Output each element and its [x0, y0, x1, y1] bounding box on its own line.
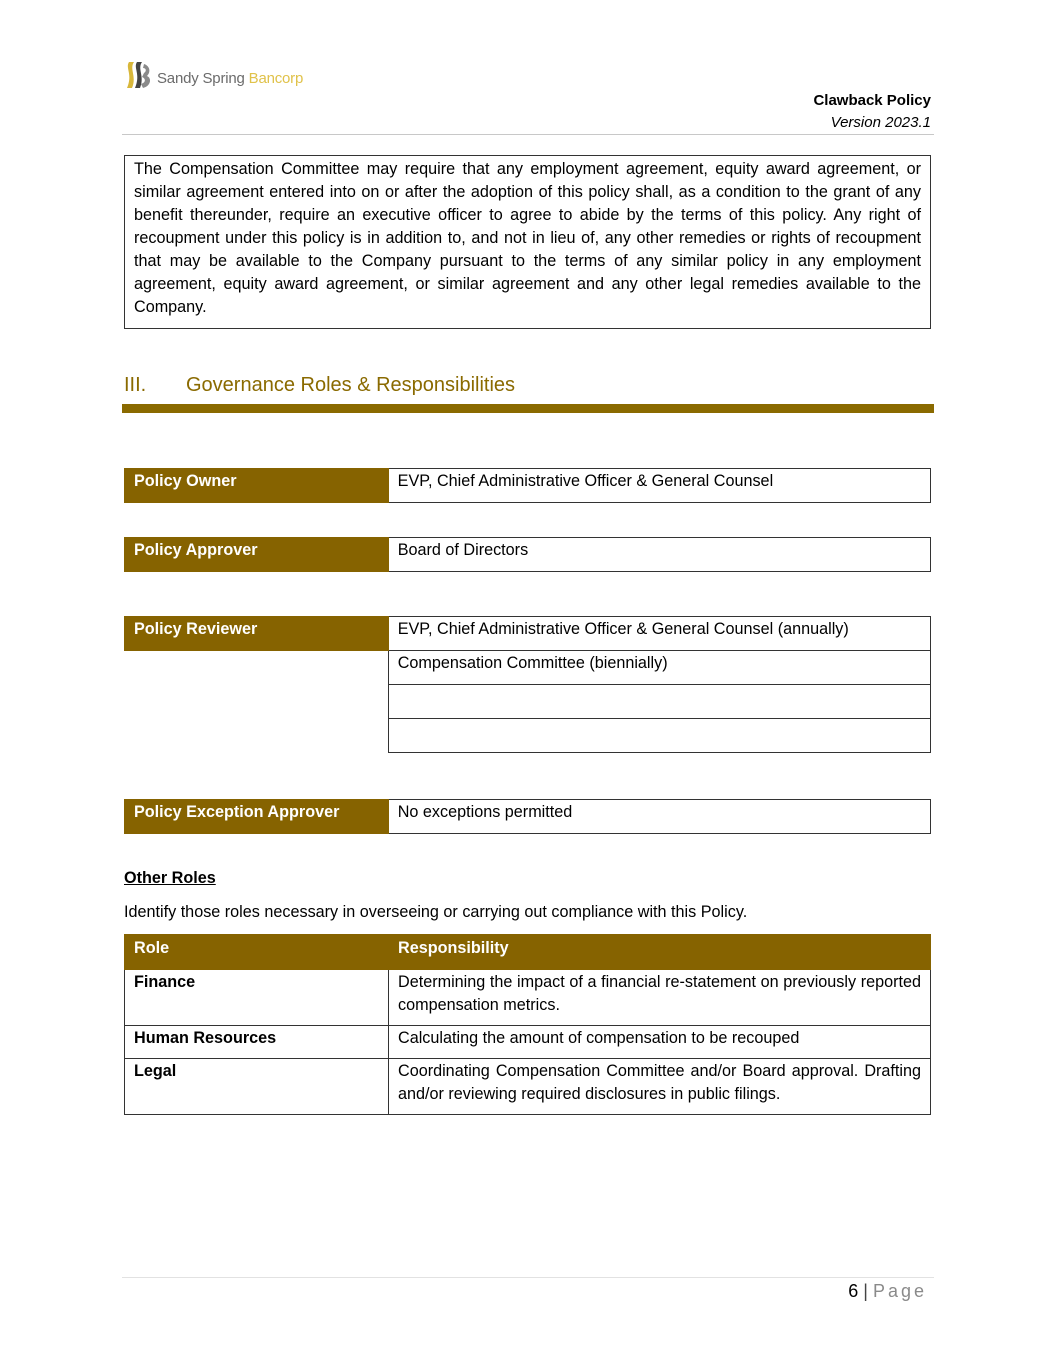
other-roles-intro: Identify those roles necessary in overseeing or carrying out compliance with this Policy.: [124, 903, 748, 921]
responsibility-cell: Calculating the amount of compensation to be recouped: [389, 1026, 931, 1059]
table-row: [125, 1026, 931, 1059]
section-title: Governance Roles & Responsibilities: [186, 374, 516, 396]
other-roles-heading: Other Roles: [124, 869, 216, 887]
page-number-value: 6: [848, 1281, 859, 1301]
section-divider-bar: [122, 404, 934, 413]
header-divider: [122, 134, 934, 135]
policy-reviewer-label: Policy Reviewer: [125, 617, 389, 651]
policy-reviewer-value: Compensation Committee (biennially): [388, 651, 930, 685]
table-row: [125, 1059, 931, 1115]
policy-approver-value: Board of Directors: [388, 538, 930, 572]
table-header-row: [125, 935, 931, 970]
section-heading: [124, 374, 515, 397]
policy-approver-label: Policy Approver: [125, 538, 389, 572]
page-separator: |: [863, 1281, 868, 1301]
role-cell: Finance: [125, 970, 389, 1026]
role-cell: Human Resources: [125, 1026, 389, 1059]
policy-paragraph-box: The Compensation Committee may require that any employment agreement, equity award agreement, or similar agreement entered into on or after the adoption of this policy shall, as a condition to the grant of any benefit thereunder, require an executive officer to agree to abide by the terms of this policy. Any right of recoupment under this policy is in addition to, and not in lieu of, any other remedies or rights of recoupment that may be available to the Company pursuant to the terms of any similar policy in any employment agreement, equity award agreement, or similar agreement and any other legal remedies available to the Company.: [124, 155, 931, 329]
page-label: Page: [872, 1281, 927, 1301]
responsibility-cell: Determining the impact of a financial re-statement on previously reported compensation metrics.: [389, 970, 931, 1026]
table-row: [125, 970, 931, 1026]
page-number: [848, 1281, 927, 1302]
responsibility-cell: Coordinating Compensation Committee and/or Board approval. Drafting and/or reviewing required disclosures in public filings.: [389, 1059, 931, 1115]
footer-divider: [122, 1277, 934, 1278]
logo-mark-icon: [123, 60, 153, 90]
policy-exception-value: No exceptions permitted: [388, 800, 930, 834]
roles-responsibilities-table: [124, 934, 931, 1115]
policy-exception-table: [124, 799, 931, 834]
company-logo: [123, 60, 303, 90]
logo-wordmark: Sandy Spring Bancorp: [157, 69, 304, 87]
column-header-role: Role: [125, 935, 389, 970]
policy-approver-table: [124, 537, 931, 572]
policy-reviewer-value: [388, 719, 930, 753]
section-number: III.: [124, 374, 147, 396]
policy-owner-table: [124, 468, 931, 503]
policy-exception-label: Policy Exception Approver: [125, 800, 389, 834]
policy-reviewer-value: EVP, Chief Administrative Officer & General Counsel (annually): [388, 617, 930, 651]
role-cell: Legal: [125, 1059, 389, 1115]
column-header-responsibility: Responsibility: [389, 935, 931, 970]
policy-reviewer-value: [388, 685, 930, 719]
policy-owner-label: Policy Owner: [125, 469, 389, 503]
policy-reviewer-table: [124, 616, 931, 753]
policy-owner-value: EVP, Chief Administrative Officer & General Counsel: [388, 469, 930, 503]
document-title: Clawback Policy: [813, 92, 931, 109]
document-version: Version 2023.1: [830, 114, 931, 131]
